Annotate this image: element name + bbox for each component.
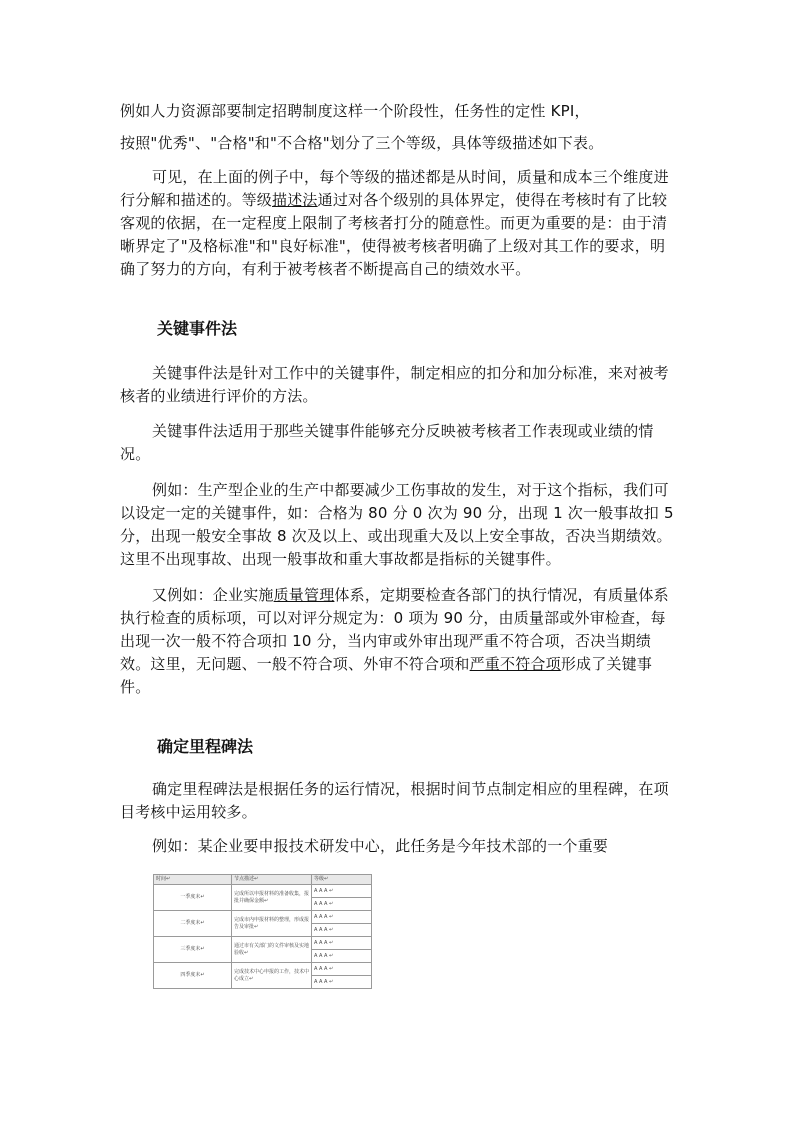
key-events-p2: 关键事件法适用于那些关键事件能够充分反映被考核者工作表现或业绩的情况。 xyxy=(120,422,654,463)
table-cell-level: A A A ↵ xyxy=(312,963,372,976)
table-cell-desc: 通过市有关部门的文件审核及实地验收↵ xyxy=(232,937,312,963)
table-row xyxy=(154,911,372,924)
table-cell-level: A A A ↵ xyxy=(312,924,372,937)
table-cell-level: A A A ↵ xyxy=(312,898,372,911)
heading-milestone: 确定里程碑法 xyxy=(157,737,254,756)
heading-key-events: 关键事件法 xyxy=(157,319,238,338)
milestone-table xyxy=(153,874,372,989)
table-header-time: 时间↵ xyxy=(154,875,232,885)
table-cell-time: 三季度末↵ xyxy=(154,937,232,963)
intro-line-2: 按照"优秀"、"合格"和"不合格"划分了三个等级，具体等级描述如下表。 xyxy=(120,134,604,152)
milestone-p2: 例如：某企业要申报技术研发中心，此任务是今年技术部的一个重要 xyxy=(152,837,609,855)
table-cell-level: A A A ↵ xyxy=(312,950,372,963)
summary-text-after: 通过对各个级别的具体界定，使得在考核时有了比较客观的依据，在一定程度上限制了考核者打分的随意性。而更为重要的是：由于清晰界定了"及格标准"和"良好标准"，使得被考核者明确了上级对其工作的要求，明确了努力的方向，有利于被考核者不断提高自己的绩效水平。 xyxy=(120,191,668,278)
table-row xyxy=(154,885,372,898)
link-quality-management[interactable]: 质量管理 xyxy=(273,586,335,604)
link-description-method[interactable]: 描述法 xyxy=(272,191,318,209)
table-cell-desc: 完成所以申报材料的准备收集，报批并确保金额↵ xyxy=(232,885,312,911)
milestone-p1: 确定里程碑法是根据任务的运行情况，根据时间节点制定相应的里程碑，在项目考核中运用较多。 xyxy=(120,780,669,821)
table-row xyxy=(154,937,372,950)
intro-line-1: 例如人力资源部要制定招聘制度这样一个阶段性，任务性的定性 KPI， xyxy=(120,102,590,120)
table-cell-time: 四季度末↵ xyxy=(154,963,232,989)
table-cell-level: A A A ↵ xyxy=(312,911,372,924)
key-events-p4 xyxy=(120,584,676,699)
table-header-desc: 节点描述↵ xyxy=(232,875,312,885)
key-events-p3: 例如：生产型企业的生产中都要减少工伤事故的发生，对于这个指标，我们可以设定一定的关键事件，如：合格为 80 分 0 次为 90 分，出现 1 次一般事故扣 5 分，出现一般安全事故 8 次及以上、或出现重大及以上安全事故，否决当期绩效。这里不出现事故、出现一般事故和重大事故都是指标的关键事件。 xyxy=(120,481,674,568)
table-row xyxy=(154,963,372,976)
summary-paragraph xyxy=(120,166,676,281)
table-cell-desc: 完成市内申报材料的整理，形成报告及审批↵ xyxy=(232,911,312,937)
link-severe-nonconformity[interactable]: 严重不符合项 xyxy=(469,655,561,673)
p4-text-b: 体系，定期要检查各部门的执行情况，有质量体系执行检查的质标项，可以对评分规定为：0 项为 90 分，由质量部或外审检查，每出现一次一般不符合项扣 10 分，当内审或外审出现严重不符合项，否决当期绩效。这里，无问题、一般不符合项、外审不符合项和 xyxy=(120,586,669,673)
table-cell-level: A A A ↵ xyxy=(312,937,372,950)
table-cell-desc: 完成技术中心申报的工作，技术中心成立↵ xyxy=(232,963,312,989)
p4-text-c: 形成了关键事件。 xyxy=(120,655,653,696)
table-header-level: 等级↵ xyxy=(312,875,372,885)
table-cell-level: A A A ↵ xyxy=(312,976,372,989)
table-header-row xyxy=(154,875,372,885)
table-cell-time: 二季度末↵ xyxy=(154,911,232,937)
table-cell-time: 一季度末↵ xyxy=(154,885,232,911)
milestone-table-image xyxy=(153,874,371,984)
p4-text-a: 又例如：企业实施 xyxy=(152,586,274,604)
table-cell-level: A A A ↵ xyxy=(312,885,372,898)
summary-text-before: 可见，在上面的例子中，每个等级的描述都是从时间，质量和成本三个维度进行分解和描述的。等级 xyxy=(120,168,669,209)
key-events-p1: 关键事件法是针对工作中的关键事件，制定相应的扣分和加分标准，来对被考核者的业绩进行评价的方法。 xyxy=(120,364,669,405)
